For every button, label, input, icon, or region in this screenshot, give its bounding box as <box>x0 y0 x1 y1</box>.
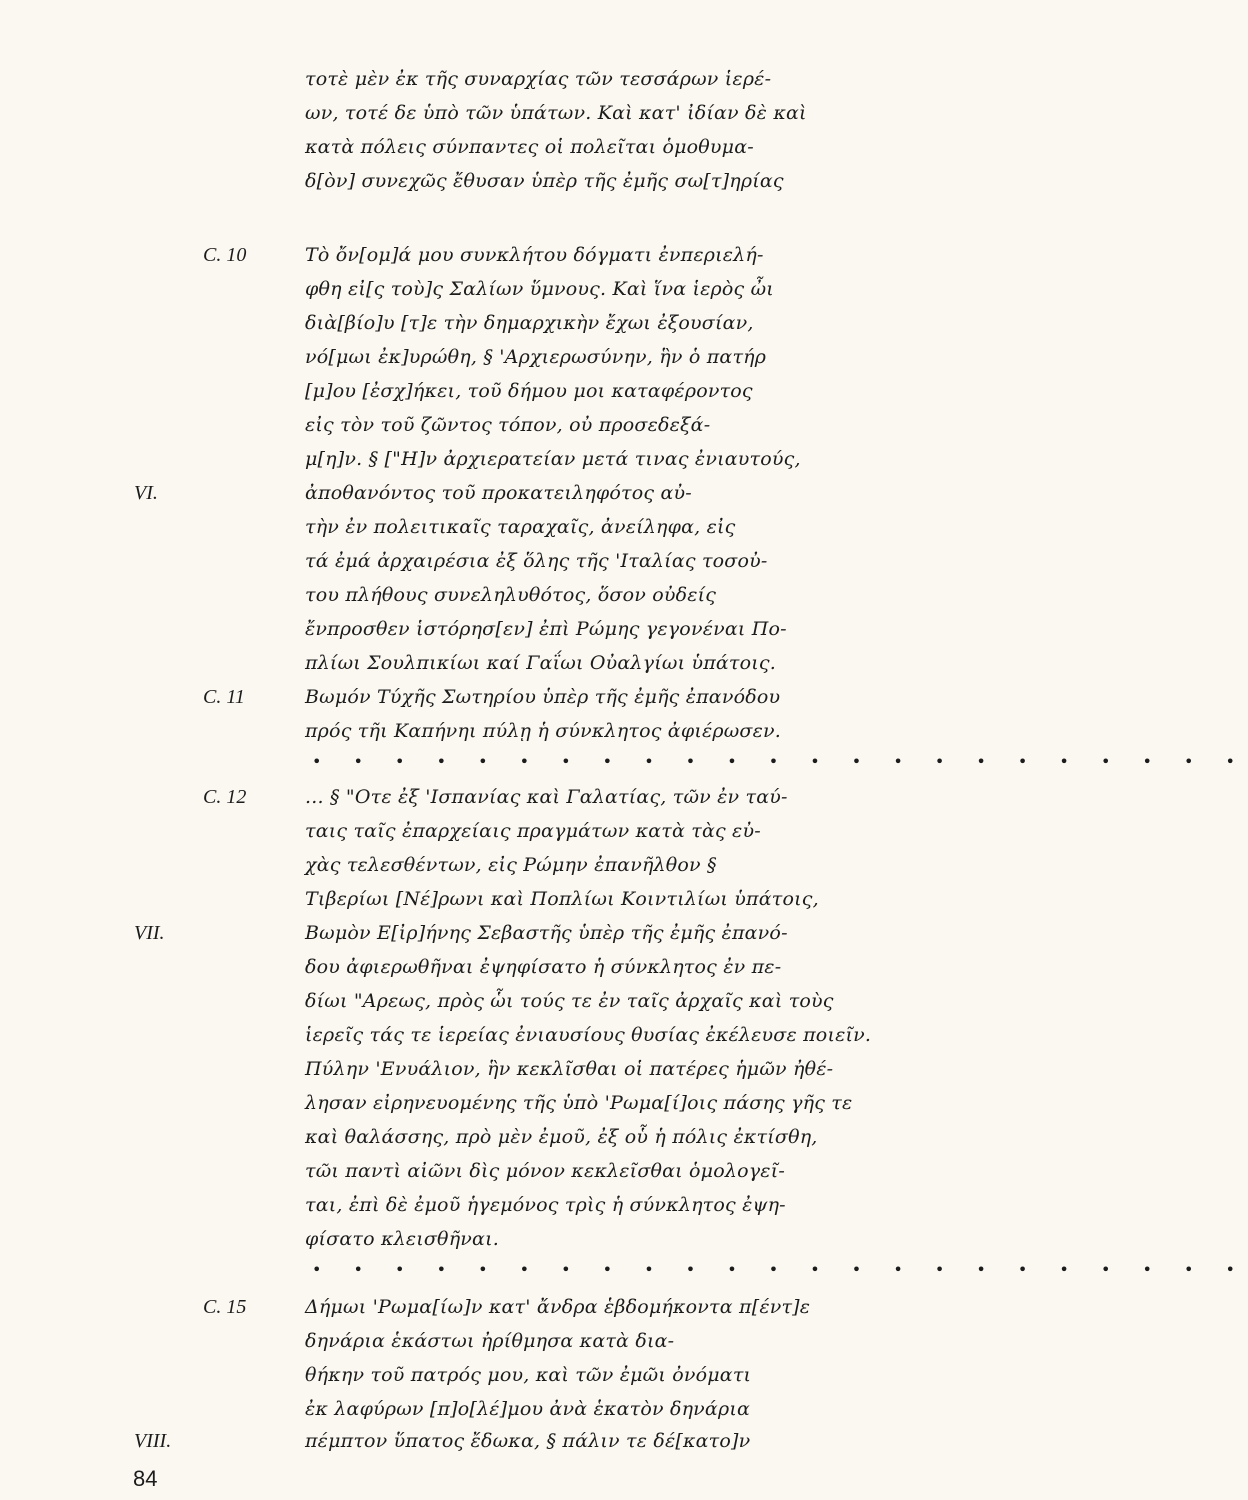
page-number: 84 <box>133 1466 158 1491</box>
text-line: Βωμόν Τύχῆς Σωτηρίου ὑπὲρ τῆς ἐμῆς ἐπανόδου <box>305 686 781 708</box>
text-line: τά ἐμά ἀρχαιρέσια ἐξ ὅλης τῆς 'Ιταλίας τοσοὐ- <box>305 550 768 572</box>
text-line: τοτὲ μὲν ἐκ τῆς συναρχίας τῶν τεσσάρων ἱερέ- <box>305 68 772 90</box>
text-line: χὰς τελεσθέντων, εἰς Ρώμην ἐπανῆλθον § <box>305 854 717 876</box>
text-line: φθη εἰ[ς τοὺ]ς Σαλίων ὕμνους. Καὶ ἵνα ἱερὸς ὦι <box>305 278 774 300</box>
ellipsis-dots-row: • • • • • • • • • • • • • • • • • • • • • • • <box>312 1260 1248 1279</box>
text-line: κατὰ πόλεις σύνπαντες οἱ πολεῖται ὁμοθυμα- <box>305 136 754 158</box>
text-line: ἐκ λαφύρων [π]ο[λέ]μου ἀνὰ ἑκατὸν δηνάρια <box>305 1398 750 1420</box>
text-line: ται, ἐπὶ δὲ ἐμοῦ ἡγεμόνος τρὶς ἡ σύνκλητος ἐψη- <box>305 1194 786 1216</box>
text-line: δ[ὸν] συνεχῶς ἔθυσαν ὑπὲρ τῆς ἐμῆς σω[τ]ηρίας <box>305 170 784 192</box>
text-line: καὶ θαλάσσης, πρὸ μὲν ἐμοῦ, ἐξ οὗ ἡ πόλις ἐκτίσθη, <box>305 1126 818 1148</box>
text-line: Τιβερίωι [Νέ]ρωνι καὶ Ποπλίωι Κοιντιλίωι ὑπάτοις, <box>305 888 819 910</box>
section-label-vi: VI. <box>134 482 158 504</box>
text-line: λησαν εἰρηνευομένης τῆς ὑπὸ 'Ρωμα[ί]οις πάσης γῆς τε <box>305 1092 853 1114</box>
section-label-vii: VII. <box>134 922 165 944</box>
chapter-label-c11: C. 11 <box>203 686 245 708</box>
text-line: Βωμὸν Ε[ἰρ]ήνης Σεβαστῆς ὑπὲρ τῆς ἐμῆς ἐπανό- <box>305 922 788 944</box>
text-line: φίσατο κλεισθῆναι. <box>305 1228 499 1250</box>
section-label-viii: VIII. <box>134 1430 172 1452</box>
text-line: ων, τοτέ δε ὑπὸ τῶν ὑπάτων. Καὶ κατ' ἰδίαν δὲ καὶ <box>305 102 807 124</box>
text-line: δίωι "Αρεως, πρὸς ὧι τούς τε ἐν ταῖς ἀρχαῖς καὶ τοὺς <box>305 990 834 1012</box>
ellipsis-dots-row: • • • • • • • • • • • • • • • • • • • • • • • <box>312 752 1248 771</box>
text-line: τῶι παντὶ αἰῶνι δὶς μόνον κεκλεῖσθαι ὁμολογεῖ- <box>305 1160 785 1182</box>
text-line: πρός τῆι Καπήνηι πύλῃ ἡ σύνκλητος ἀφιέρωσεν. <box>305 720 781 742</box>
text-line: του πλήθους συνεληλυθότος, ὅσον οὐδείς <box>305 584 717 606</box>
text-line: εἰς τὸν τοῦ ζῶντος τόπον, οὐ προσεδεξά- <box>305 414 711 436</box>
chapter-label-c12: C. 12 <box>203 786 247 808</box>
text-line: θήκην τοῦ πατρός μου, καὶ τῶν ἐμῶι ὀνόματι <box>305 1364 752 1386</box>
text-line: πλίωι Σουλπικίωι καί Γαΐωι Οὐαλγίωι ὑπάτοις. <box>305 652 777 674</box>
text-line: τὴν ἐν πολειτικαῖς ταραχαῖς, ἀνείληφα, εἰς <box>305 516 736 538</box>
text-line: ταις ταῖς ἐπαρχείαις πραγμάτων κατὰ τὰς εὐ- <box>305 820 761 842</box>
text-line: μ[η]ν. § ["Η]ν ἀρχιερατείαν μετά τινας ἐνιαυτούς, <box>305 448 801 470</box>
text-line: Πύλην 'Ενυάλιον, ἣν κεκλῖσθαι οἱ πατέρες ἡμῶν ἠθέ- <box>305 1058 834 1080</box>
text-line: ἱερεῖς τάς τε ἱερείας ἐνιαυσίους θυσίας ἐκέλευσε ποιεῖν. <box>305 1024 872 1046</box>
text-line: ἀποθανόντος τοῦ προκατειληφότος αὐ- <box>305 482 692 504</box>
text-line: νό[μωι ἐκ]υρώθη, § 'Αρχιερωσύνην, ἣν ὁ πατήρ <box>305 346 767 368</box>
text-line: [μ]ου [ἐσχ]ήκει, τοῦ δήμου μοι καταφέροντος <box>305 380 753 402</box>
text-line: δηνάρια ἑκάστωι ἠρίθμησα κατὰ δια- <box>305 1330 675 1352</box>
text-line: Τὸ ὄν[ομ]ά μου συνκλήτου δόγματι ἐνπεριελή- <box>305 244 764 266</box>
text-line: ... § "Οτε ἐξ 'Ισπανίας καὶ Γαλατίας, τῶν ἐν ταύ- <box>305 786 788 808</box>
text-line: διὰ[βίο]υ [τ]ε τὴν δημαρχικὴν ἔχωι ἐξουσίαν, <box>305 312 754 334</box>
chapter-label-c10: C. 10 <box>203 244 247 266</box>
text-line: πέμπτον ὕπατος ἔδωκα, § πάλιν τε δέ[κατο]ν <box>305 1430 751 1452</box>
text-line: δου ἀφιερωθῆναι ἐψηφίσατο ἡ σύνκλητος ἐν πε- <box>305 956 782 978</box>
chapter-label-c15: C. 15 <box>203 1296 247 1318</box>
text-line: Δήμωι 'Ρωμα[ίω]ν κατ' ἄνδρα ἑβδομήκοντα π[έντ]ε <box>305 1296 811 1318</box>
text-line: ἔνπροσθεν ἱστόρησ[εν] ἐπὶ Ρώμης γεγονέναι Πο- <box>305 618 787 640</box>
